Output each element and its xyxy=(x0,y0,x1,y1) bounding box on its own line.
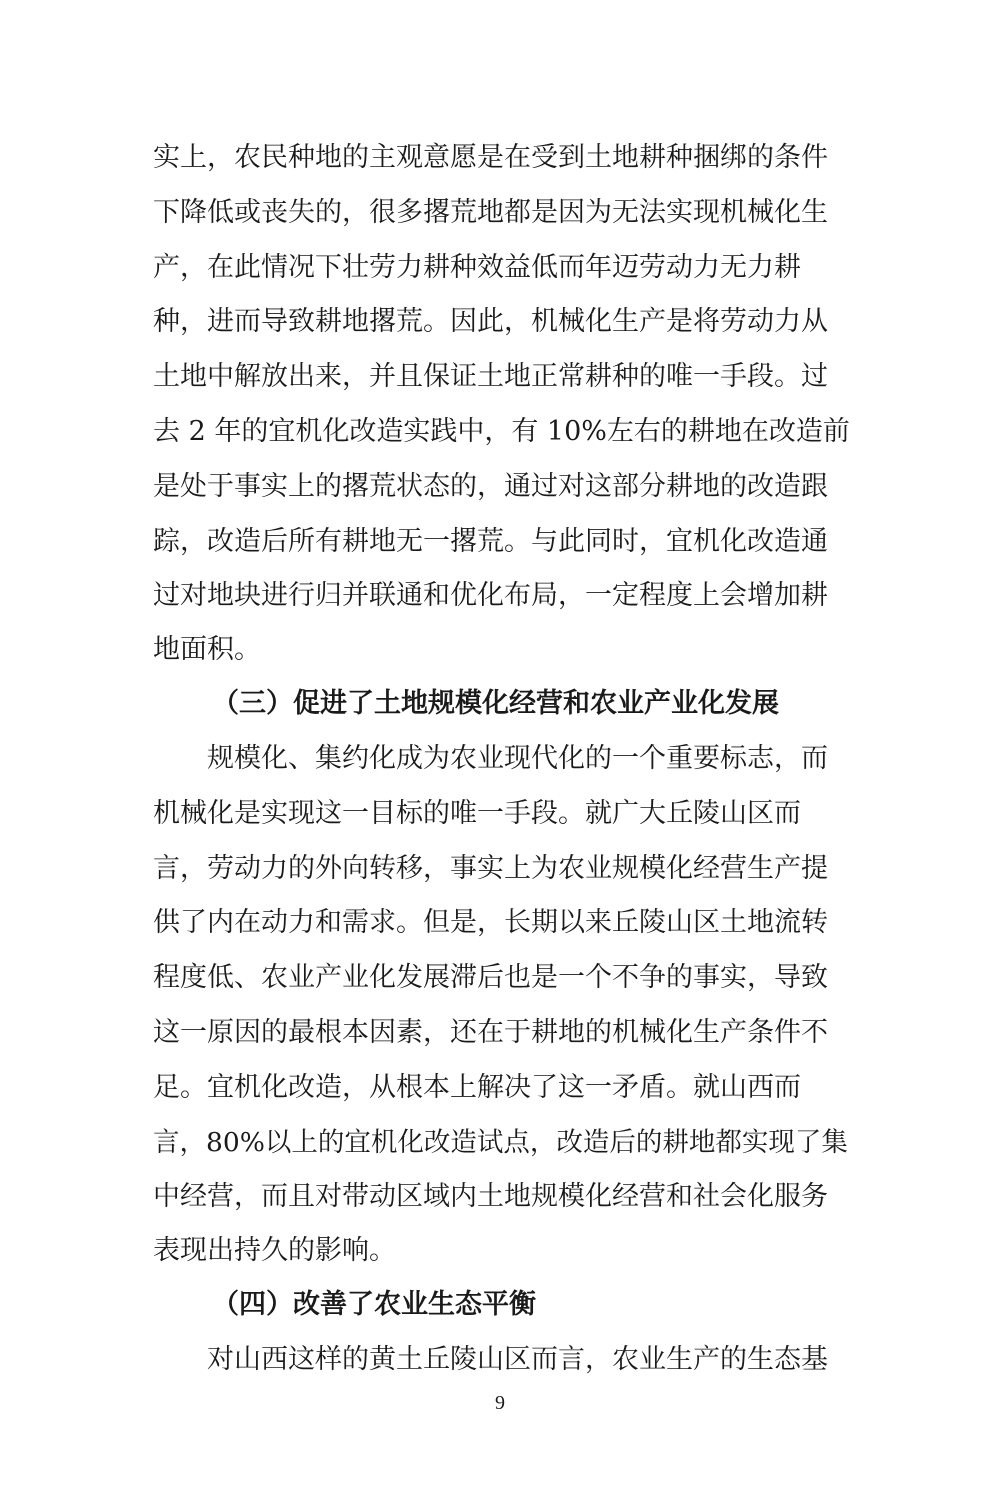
body-text-line: 是处于事实上的撂荒状态的，通过对这部分耕地的改造跟 xyxy=(153,471,828,502)
section-heading: （四）改善了农业生态平衡 xyxy=(212,1289,536,1320)
body-text-line: 供了内在动力和需求。但是，长期以来丘陵山区土地流转 xyxy=(153,907,828,938)
body-text-line: 程度低、农业产业化发展滞后也是一个不争的事实，导致 xyxy=(153,962,828,993)
body-text-line: 实上，农民种地的主观意愿是在受到土地耕种捆绑的条件 xyxy=(153,142,828,173)
body-text-line: 这一原因的最根本因素，还在于耕地的机械化生产条件不 xyxy=(153,1017,828,1048)
body-text-line: 去 2 年的宜机化改造实践中，有 10%左右的耕地在改造前 xyxy=(153,416,850,447)
body-text-line: 种，进而导致耕地撂荒。因此，机械化生产是将劳动力从 xyxy=(153,306,828,337)
body-text-line: 机械化是实现这一目标的唯一手段。就广大丘陵山区而 xyxy=(153,798,801,829)
body-text-line: 足。宜机化改造，从根本上解决了这一矛盾。就山西而 xyxy=(153,1072,801,1103)
body-text-line: 地面积。 xyxy=(153,634,261,665)
body-text-line: 表现出持久的影响。 xyxy=(153,1235,396,1266)
body-text-line: 中经营，而且对带动区域内土地规模化经营和社会化服务 xyxy=(153,1181,828,1212)
body-text-line: 土地中解放出来，并且保证土地正常耕种的唯一手段。过 xyxy=(153,361,828,392)
body-text-line: 言，80%以上的宜机化改造试点，改造后的耕地都实现了集 xyxy=(153,1127,848,1158)
section-heading: （三）促进了土地规模化经营和农业产业化发展 xyxy=(212,688,779,719)
body-text-line: 规模化、集约化成为农业现代化的一个重要标志，而 xyxy=(207,743,828,774)
body-text-line: 对山西这样的黄土丘陵山区而言，农业生产的生态基 xyxy=(207,1344,828,1375)
body-text-line: 踪，改造后所有耕地无一撂荒。与此同时，宜机化改造通 xyxy=(153,526,828,557)
body-text-line: 下降低或丧失的，很多撂荒地都是因为无法实现机械化生 xyxy=(153,197,828,228)
body-text-line: 言，劳动力的外向转移，事实上为农业规模化经营生产提 xyxy=(153,853,828,884)
page-number: 9 xyxy=(495,1392,505,1414)
body-text-line: 过对地块进行归并联通和优化布局，一定程度上会增加耕 xyxy=(153,580,828,611)
body-text-line: 产，在此情况下壮劳力耕种效益低而年迈劳动力无力耕 xyxy=(153,252,801,283)
